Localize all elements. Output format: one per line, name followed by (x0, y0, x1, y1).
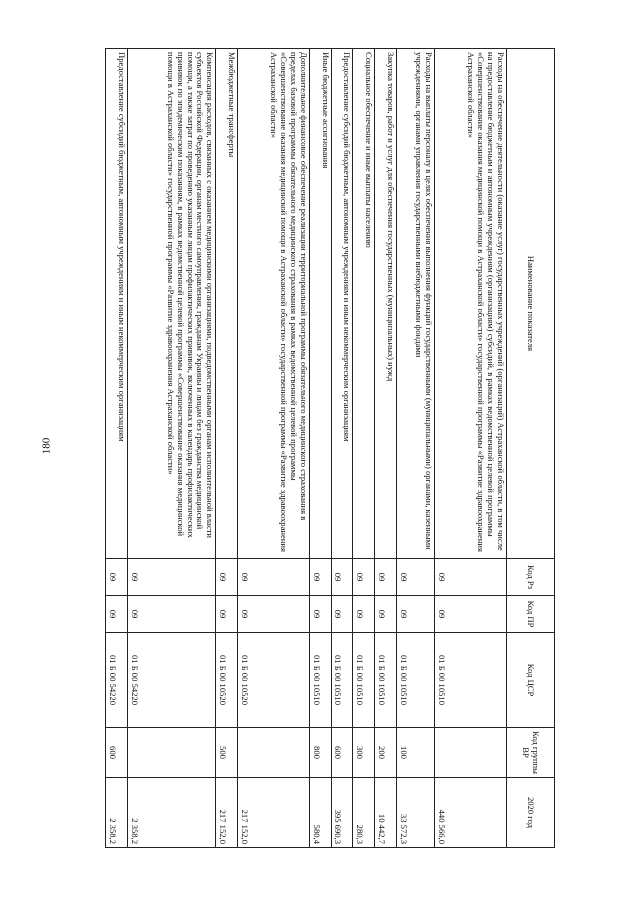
row-vr (435, 728, 507, 778)
row-value: 2 358,2 (127, 778, 215, 848)
table-row (331, 49, 353, 848)
table-row (106, 49, 128, 848)
row-name: Дополнительное финансовое обеспечение реализации территориальной программы обязательного медицинского страхования в пределах базовой программы обязательного медицинского страхования в рамках ведомственной целевой программы «Совершенствование оказания медицинской помощи в Астраханской области» государственной программы «Развитие здравоохранения Астраханской области» (238, 49, 310, 559)
row-name: Предоставление субсидий бюджетным, автономным учреждениям и иным некоммерческим организациям (106, 49, 128, 559)
row-pr: 09 (396, 596, 434, 633)
row-csr: 01 Б 00 54220 (106, 633, 128, 728)
row-name: Межбюджетные трансферты (216, 49, 238, 559)
row-vr: 600 (331, 728, 353, 778)
table-row (375, 49, 397, 848)
row-name: Компенсация расходов, связанных с оказанием медицинскими организациями, подведомственными органам исполнительной власти субъектов Российской Федерации, органам местного самоуправления, гражданам Украины и лицам без гражданства медицинской помощи, а также затрат по проведению указанным лицам профилактических прививок, включенных в календарь профилактических прививок по эпидемическим показаниям, в рамках ведомственной целевой программы «Совершенствование оказания медицинской помощи в Астраханской области» государственной программы «Развитие здравоохранения Астраханской области» (127, 49, 215, 559)
row-vr: 500 (216, 728, 238, 778)
row-value: 2 358,2 (106, 778, 128, 848)
row-value: 10 442,7 (375, 778, 397, 848)
row-name: Предоставление субсидий бюджетным, автономным учреждениям и иным некоммерческим организациям (331, 49, 353, 559)
header-name: Наименование показателя (507, 49, 555, 559)
table-row (216, 49, 238, 848)
row-pr: 09 (375, 596, 397, 633)
row-pr: 09 (435, 596, 507, 633)
budget-table (105, 48, 555, 848)
row-name: Расходы на выплаты персоналу в целях обеспечения выполнения функций государственными (муниципальными) органами, казенными учреждениями, органами управления государственными внебюджетными фондами (396, 49, 434, 559)
row-csr: 01 Б 00 10510 (309, 633, 331, 728)
row-csr: 01 Б 00 10510 (375, 633, 397, 728)
header-csr: Код ЦСР (507, 633, 555, 728)
row-value: 395 690,3 (331, 778, 353, 848)
row-csr: 01 Б 00 10520 (216, 633, 238, 728)
row-value: 217 152,0 (238, 778, 310, 848)
row-vr: 300 (353, 728, 375, 778)
row-rz: 09 (396, 559, 434, 596)
row-value: 280,3 (353, 778, 375, 848)
table-header-row (507, 49, 555, 848)
row-name: Расходы на обеспечение деятельности (оказание услуг) государственных учреждений (организаций) Астраханской области, в том числе на предоставление бюджетным и автономным учреждениям (организациям) субсидий, в рамках ведомственной целевой программы «Совершенствование оказания медицинской помощи в Астраханской области» государственной программы «Развитие здравоохранения Астраханской области» (435, 49, 507, 559)
table-row (396, 49, 434, 848)
row-csr: 01 Б 00 10510 (396, 633, 434, 728)
row-vr (238, 728, 310, 778)
row-pr: 09 (309, 596, 331, 633)
row-name: Иные бюджетные ассигнования (309, 49, 331, 559)
row-csr: 01 Б 00 10510 (331, 633, 353, 728)
row-name: Закупка товаров, работ и услуг для обеспечения государственных (муниципальных) нужд (375, 49, 397, 559)
header-vr: Код группы ВР (507, 728, 555, 778)
row-rz: 09 (106, 559, 128, 596)
row-value: 440 566,0 (435, 778, 507, 848)
row-rz: 09 (331, 559, 353, 596)
table-row (435, 49, 507, 848)
header-pr: Код ПР (507, 596, 555, 633)
row-csr: 01 Б 00 10510 (435, 633, 507, 728)
header-year: 2020 год (507, 778, 555, 848)
row-pr: 09 (238, 596, 310, 633)
page-number: 180 (40, 437, 53, 455)
row-csr: 01 Б 00 10520 (238, 633, 310, 728)
header-rz: Код Рз (507, 559, 555, 596)
table-row (238, 49, 310, 848)
row-rz: 09 (216, 559, 238, 596)
row-value: 217 152,0 (216, 778, 238, 848)
row-pr: 09 (353, 596, 375, 633)
row-value: 33 572,3 (396, 778, 434, 848)
row-csr: 01 Б 00 54220 (127, 633, 215, 728)
row-vr: 100 (396, 728, 434, 778)
row-vr: 800 (309, 728, 331, 778)
table-row (353, 49, 375, 848)
row-vr (127, 728, 215, 778)
table-row (127, 49, 215, 848)
row-name: Социальное обеспечение и иные выплаты населению (353, 49, 375, 559)
table-row (309, 49, 331, 848)
row-rz: 09 (435, 559, 507, 596)
row-rz: 09 (309, 559, 331, 596)
row-csr: 01 Б 00 10510 (353, 633, 375, 728)
row-vr: 200 (375, 728, 397, 778)
row-rz: 09 (375, 559, 397, 596)
row-vr: 600 (106, 728, 128, 778)
row-pr: 09 (106, 596, 128, 633)
row-rz: 09 (238, 559, 310, 596)
row-rz: 09 (353, 559, 375, 596)
row-pr: 09 (127, 596, 215, 633)
row-value: 580,4 (309, 778, 331, 848)
row-rz: 09 (127, 559, 215, 596)
row-pr: 09 (216, 596, 238, 633)
budget-table-container (105, 48, 555, 848)
row-pr: 09 (331, 596, 353, 633)
